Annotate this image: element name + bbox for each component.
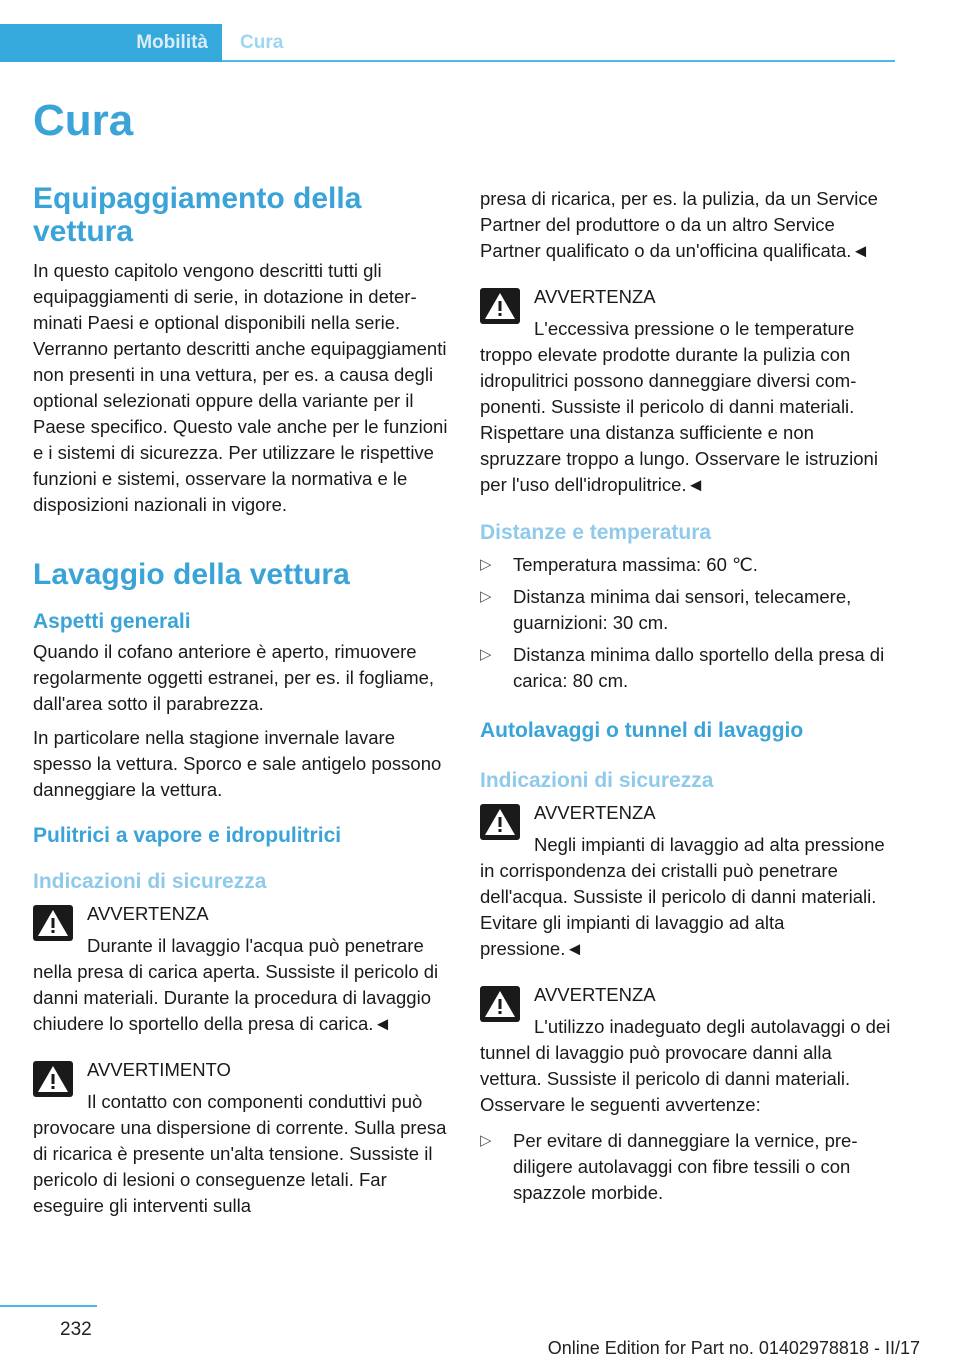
- heading-equipaggiamento: Equipaggiamento della vettura: [33, 182, 362, 248]
- heading-aspetti-generali: Aspetti generali: [33, 610, 191, 633]
- warning-text-1: Durante il lavaggio l'acqua può penetrare nella presa di carica aperta. Sussiste il pericolo di danni materiali. Durante la procedura di lavaggio chiudere lo sportello della presa di carica.◄: [33, 935, 439, 1034]
- warning-text-3: L'eccessiva pressione o le temperature troppo elevate prodotte durante la pulizia con idropulitrici possono danneggiare diversi componenti. Sussiste il pericolo di danni materiali. Rispettare una distanza sufficiente e non spruzzare troppo a lungo. Osservare le istruzioni per l'uso dell'idropulitrice.◄: [480, 318, 878, 495]
- list-item: [480, 552, 892, 578]
- heading-sicurezza-2: Indicazioni di sicurezza: [480, 769, 714, 792]
- list-item: [480, 1128, 892, 1206]
- warning-text-5: L'utilizzo inadeguato degli autolavaggi o dei tunnel di lavaggio può provocare danni alla vettura. Sussiste il pericolo di danni materiali. Osservare le seguenti avvertenze:: [480, 1016, 891, 1115]
- list-item: [480, 584, 892, 636]
- warning-label-1: AVVERTENZA: [87, 903, 209, 924]
- bullet-icon: ▷: [480, 556, 492, 573]
- bullet-text: Per evitare di danneggiare la vernice, prediligere autolavaggi con fibre tessili o con spazzole morbide.: [513, 1130, 858, 1203]
- tab-mobilita-label: Mobilità: [136, 32, 208, 53]
- para-continuation: presa di ricarica, per es. la pulizia, da un Service Partner del produttore o da un altro Service Partner qualificato o da un'officina qualificata.◄: [480, 188, 878, 261]
- tab-cura[interactable]: Cura: [240, 32, 284, 53]
- footer-edition: Online Edition for Part no. 01402978818 - II/17: [547, 1338, 920, 1358]
- bullet-list-autolavaggi: [480, 1128, 892, 1206]
- list-item: [480, 642, 892, 694]
- warning-triangle-icon: [33, 905, 73, 941]
- bullet-text: Distanza minima dallo sportello della presa di carica: 80 cm.: [513, 644, 885, 691]
- bullet-icon: ▷: [480, 588, 492, 605]
- bullet-text: Temperatura massima: 60 ℃.: [513, 554, 758, 575]
- heading-autolavaggi: Autolavaggi o tunnel di lavaggio: [480, 719, 804, 742]
- bullet-text: Distanza minima dai sensori, telecamere, guarnizioni: 30 cm.: [513, 586, 852, 633]
- warning-triangle-icon: [480, 804, 520, 840]
- bullet-icon: ▷: [480, 1132, 492, 1149]
- warning-label-5: AVVERTENZA: [534, 984, 656, 1005]
- para-equipaggiamento: In questo capitolo vengono descritti tutti gli equipaggiamenti di serie, in dotazione in determinati Paesi e optional disponibili nella serie. Verranno pertanto descritti anche equipaggiamenti non presenti in una vettura, per es. a causa degli optional selezionati oppure della variante per il Paese specifico. Questo vale anche per le funzioni e i sistemi di sicurezza. Per utilizzare le rispettive funzioni e sistemi, osservare la normativa e le disposizioni nazionali in vigore.: [33, 260, 448, 515]
- page-title: Cura: [33, 96, 134, 145]
- heading-lavaggio: Lavaggio della vettura: [33, 558, 350, 591]
- heading-pulitrici: Pulitrici a vapore e idropulitrici: [33, 824, 342, 847]
- warning-block-4: [480, 800, 892, 962]
- para-aspetti-2: In particolare nella stagione invernale lavare spesso la vettura. Sporco e sale antigelo possono danneggiare la vettura.: [33, 727, 442, 800]
- warning-label-3: AVVERTENZA: [534, 286, 656, 307]
- warning-block-3: [480, 284, 892, 498]
- warning-triangle-icon: [33, 1061, 73, 1097]
- page-number: 232: [60, 1319, 92, 1340]
- right-column: [480, 186, 892, 1206]
- warning-triangle-icon: [480, 986, 520, 1022]
- warning-label-4: AVVERTENZA: [534, 802, 656, 823]
- para-aspetti-1: Quando il cofano anteriore è aperto, rimuovere regolarmente oggetti estranei, per es. il fogliame, dall'area sotto il parabrezza.: [33, 641, 435, 714]
- left-column: [33, 182, 449, 1219]
- heading-distanze: Distanze e temperatura: [480, 521, 712, 544]
- warning-label-2: AVVERTIMENTO: [87, 1059, 231, 1080]
- tab-mobilita[interactable]: [0, 24, 222, 62]
- heading-sicurezza-1: Indicazioni di sicurezza: [33, 870, 267, 893]
- footer-rule: [0, 1305, 97, 1307]
- bullet-icon: ▷: [480, 646, 492, 663]
- warning-text-4: Negli impianti di lavaggio ad alta pressione in corrispondenza dei cristalli può penetrare dell'acqua. Sussiste il pericolo di danni materiali. Evitare gli impianti di lavaggio ad alta pressione.◄: [480, 834, 885, 959]
- warning-triangle-icon: [480, 288, 520, 324]
- bullet-list-distanze: [480, 552, 892, 694]
- warning-block-5: [480, 982, 892, 1118]
- warning-text-2: Il contatto con componenti conduttivi può provocare una dispersione di corrente. Sulla presa di ricarica è presente un'alta tensione. Sussiste il pericolo di lesioni o conseguenze letali. Far eseguire gli interventi sulla: [33, 1091, 447, 1216]
- warning-block-2: [33, 1057, 449, 1219]
- warning-block-1: [33, 901, 449, 1037]
